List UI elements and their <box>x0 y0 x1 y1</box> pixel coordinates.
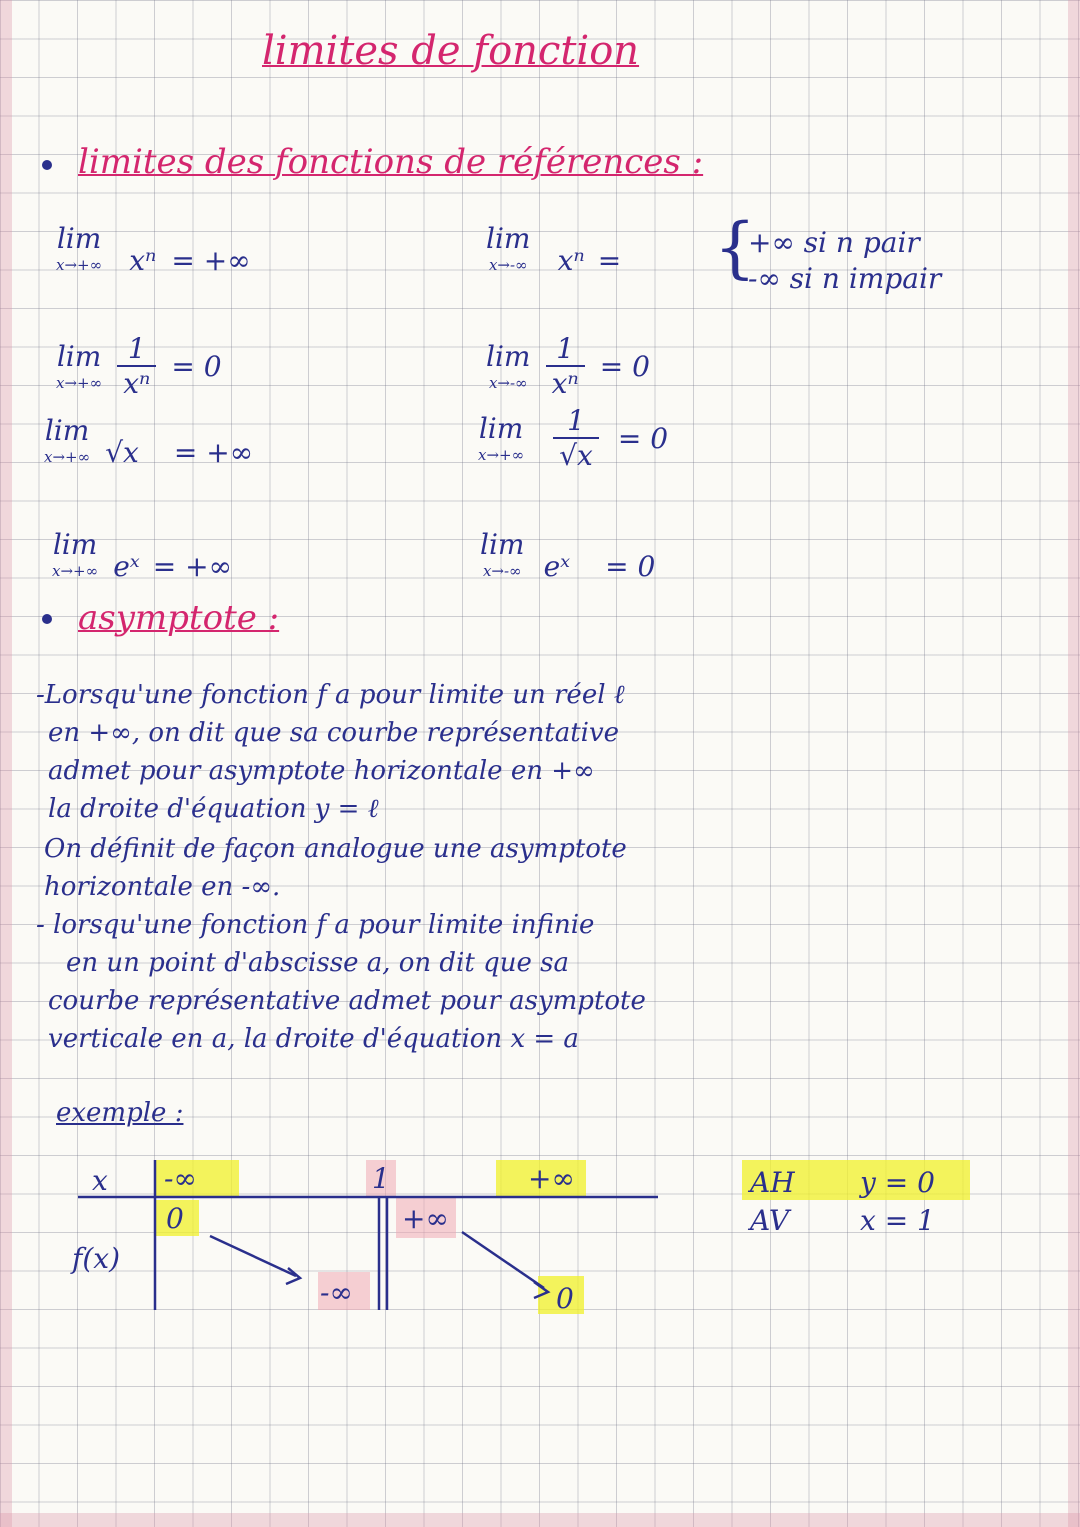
table-f-value: 0 <box>166 1202 184 1235</box>
table-f-value: -∞ <box>320 1276 353 1309</box>
lim-word: lim <box>56 340 102 373</box>
lim-subscript: x→+∞ <box>52 562 99 580</box>
text-line: horizontale en -∞. <box>44 872 281 902</box>
fraction-denominator: xⁿ <box>551 367 579 400</box>
limit-expression: √x <box>105 436 139 469</box>
lim-word: lim <box>52 528 98 561</box>
table-fx-label: f(x) <box>72 1242 121 1275</box>
asymptote-name: AV <box>750 1204 790 1237</box>
asymptote-equation: y = 0 <box>860 1166 935 1199</box>
limit-result: = 0 <box>605 550 656 583</box>
text-line: en un point d'abscisse a, on dit que sa <box>66 948 569 978</box>
limit-result: = +∞ <box>152 550 232 583</box>
table-x-value: +∞ <box>528 1162 575 1195</box>
limit-result: = +∞ <box>173 436 254 469</box>
text-line: verticale en a, la droite d'équation x = a <box>48 1024 579 1054</box>
limit-result: = +∞ <box>171 244 251 277</box>
table-f-value: 0 <box>556 1282 574 1315</box>
table-x-label: x <box>92 1164 108 1197</box>
asymptote-name: AH <box>750 1166 795 1199</box>
lim-word: lim <box>486 222 531 255</box>
case-even: +∞ si n pair <box>748 226 920 259</box>
curly-brace: { <box>714 209 756 286</box>
lim-subscript: x→+∞ <box>56 374 103 392</box>
fraction-denominator: xⁿ <box>123 367 151 400</box>
fraction-numerator: 1 <box>553 404 599 439</box>
fraction-numerator: 1 <box>117 332 156 367</box>
limit-expression: eˣ <box>113 550 140 583</box>
limit-equals: = <box>597 244 622 277</box>
lim-subscript: x→-∞ <box>488 374 528 392</box>
limit-result: = 0 <box>617 421 669 455</box>
limit-result: = 0 <box>599 349 650 383</box>
lim-subscript: x→+∞ <box>56 256 103 274</box>
lim-subscript: x→+∞ <box>478 446 525 464</box>
fraction-denominator: √x <box>559 439 593 472</box>
lim-word: lim <box>478 412 524 445</box>
text-line: -Lorsqu'une fonction f a pour limite un réel ℓ <box>36 680 625 710</box>
text-line: courbe représentative admet pour asymptote <box>48 986 646 1016</box>
section-heading-reference-limits: limites des fonctions de références : <box>78 142 704 182</box>
case-odd: -∞ si n impair <box>748 262 942 295</box>
lim-subscript: x→-∞ <box>488 256 528 274</box>
table-f-value: +∞ <box>402 1202 449 1235</box>
table-x-value: 1 <box>372 1162 390 1195</box>
text-line: la droite d'équation y = ℓ <box>48 794 379 824</box>
fraction-numerator: 1 <box>546 332 585 367</box>
limit-expression: eˣ <box>543 550 571 583</box>
limit-result: = 0 <box>171 349 222 383</box>
limit-expression: xⁿ <box>129 244 157 277</box>
text-line: admet pour asymptote horizontale en +∞ <box>48 756 595 786</box>
lim-word: lim <box>486 340 531 373</box>
lim-word: lim <box>480 528 525 561</box>
text-line: - lorsqu'une fonction f a pour limite infinie <box>36 910 595 940</box>
example-label: exemple : <box>56 1098 184 1128</box>
text-line: en +∞, on dit que sa courbe représentative <box>48 718 620 748</box>
lim-word: lim <box>44 414 90 447</box>
limit-expression: xⁿ <box>557 244 585 277</box>
asymptote-equation: x = 1 <box>860 1204 935 1237</box>
section-heading-asymptote: asymptote : <box>78 598 280 638</box>
lim-word: lim <box>56 222 102 255</box>
table-x-value: -∞ <box>164 1162 197 1195</box>
text-line: On définit de façon analogue une asymptote <box>44 834 627 864</box>
page-title: limites de fonction <box>262 28 640 74</box>
lim-subscript: x→-∞ <box>482 562 522 580</box>
lim-subscript: x→+∞ <box>44 448 91 466</box>
